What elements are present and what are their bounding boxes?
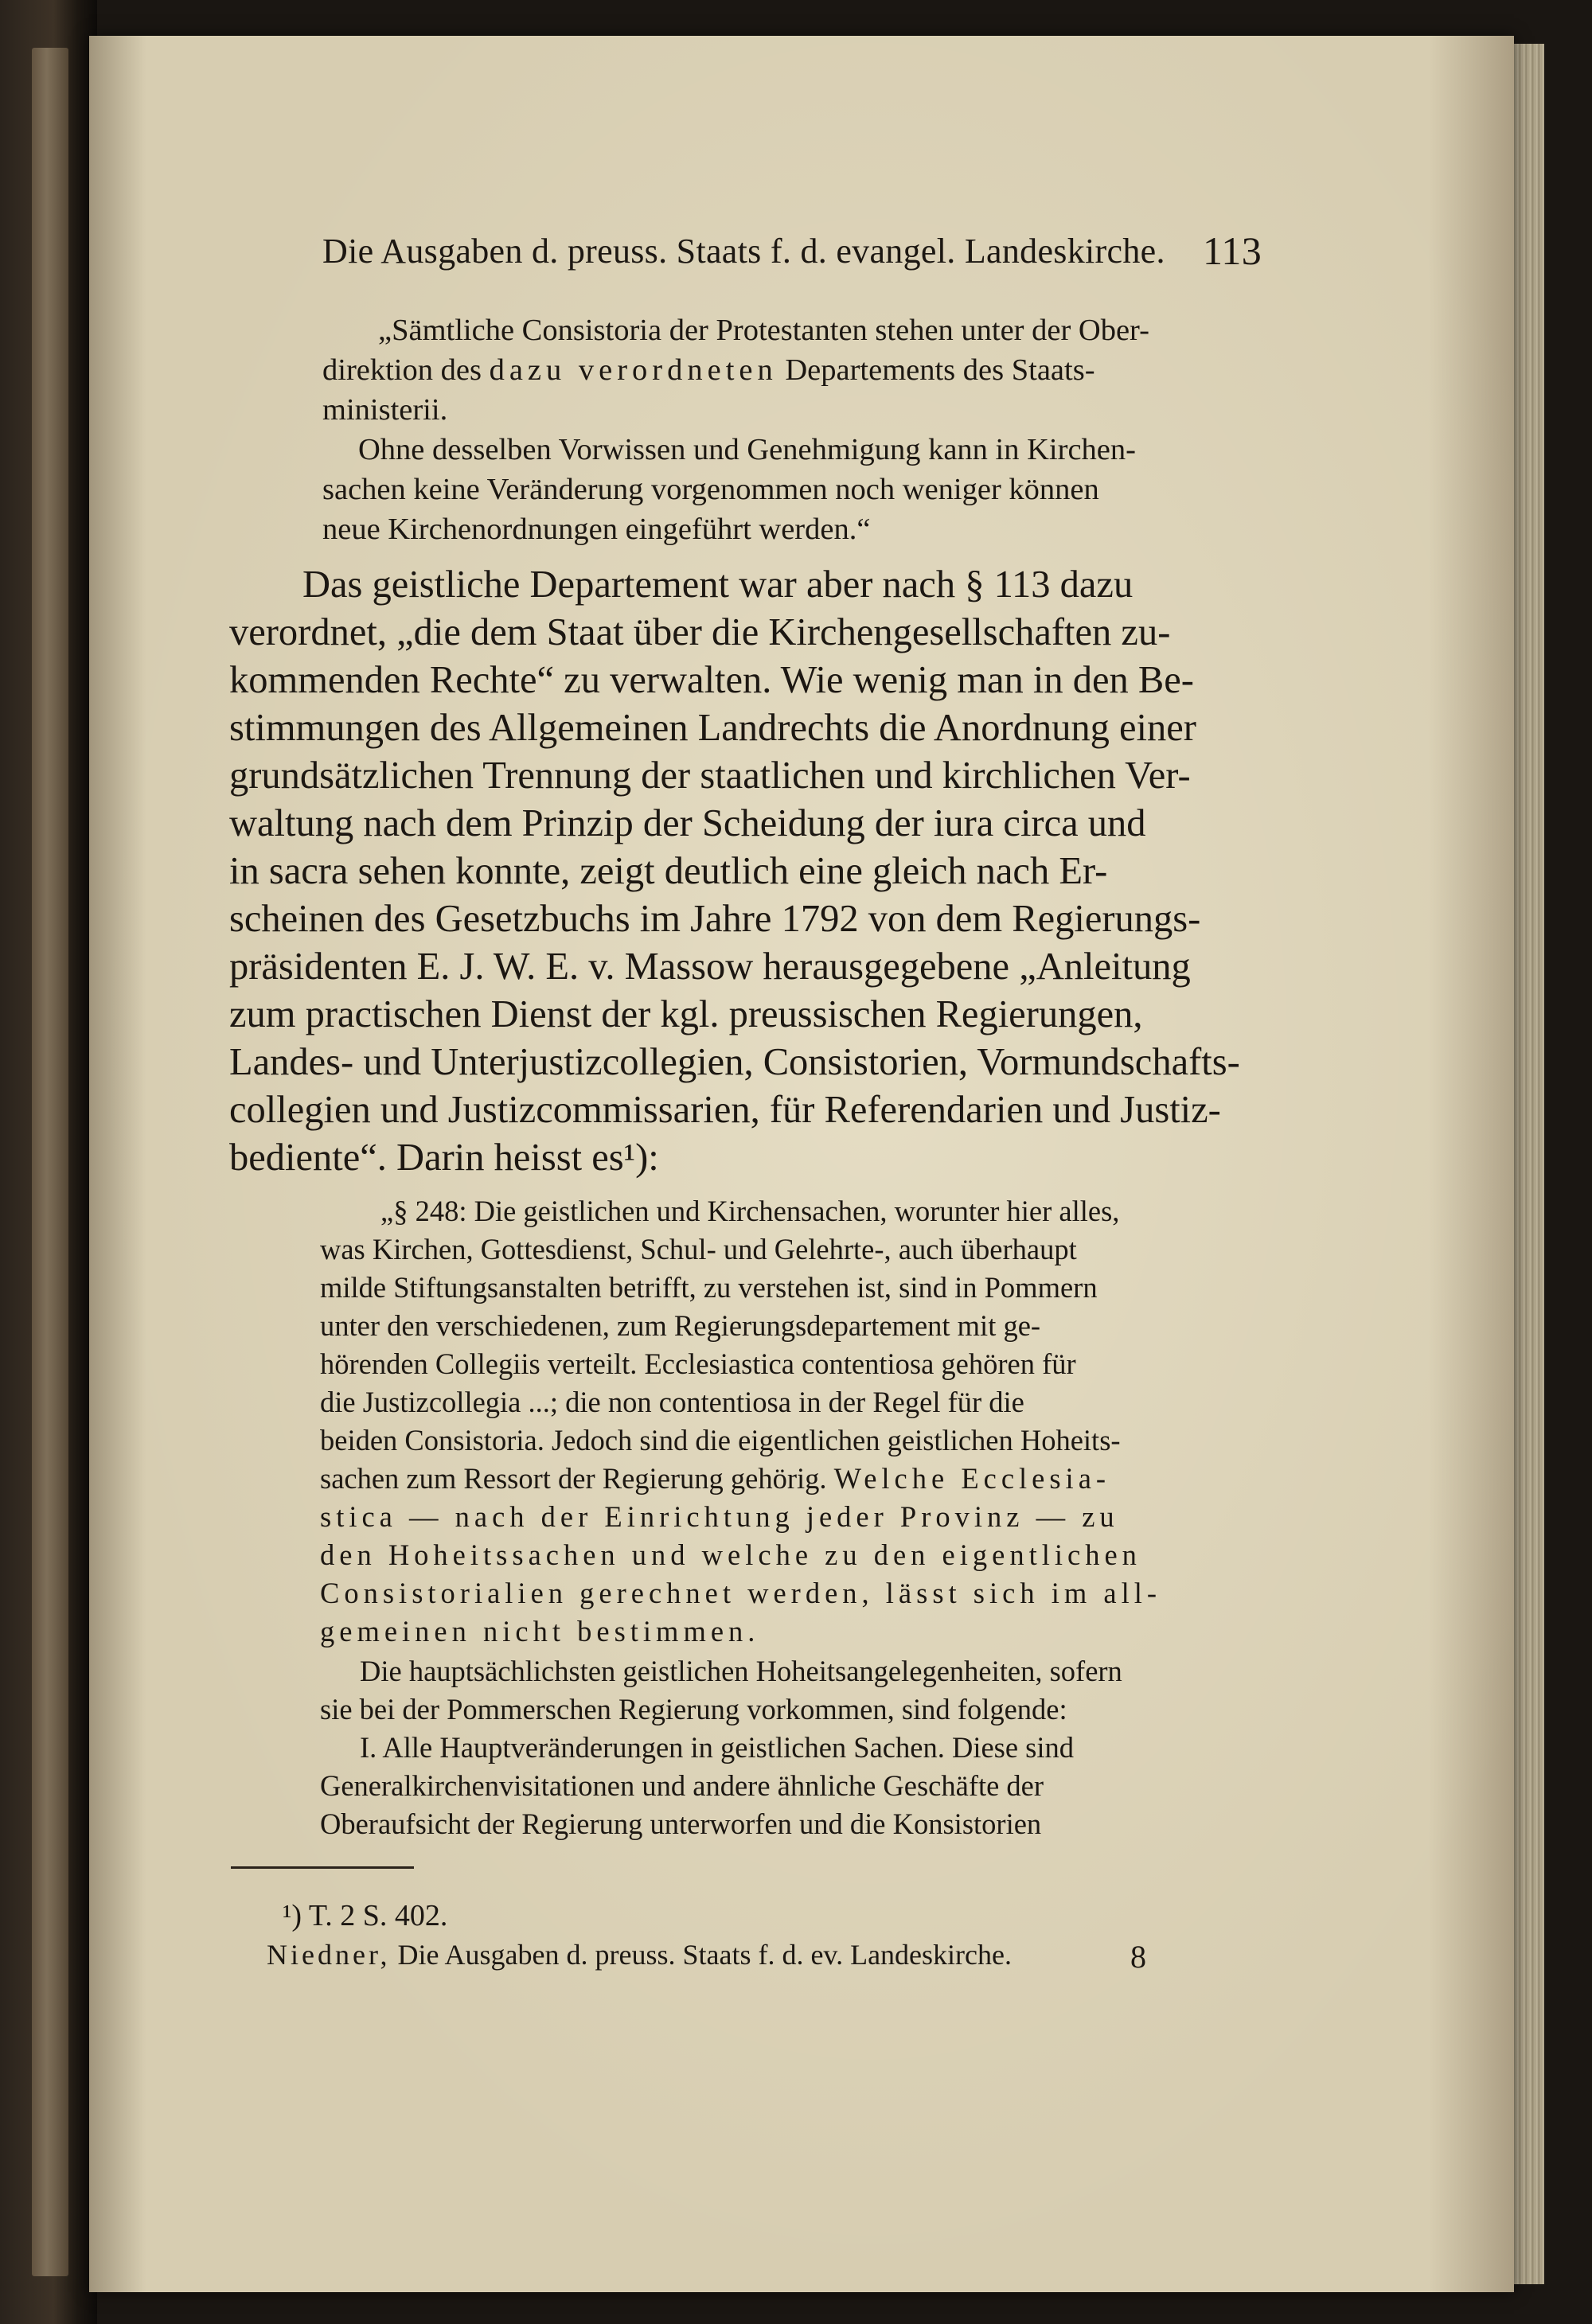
footnote <box>283 1898 447 1933</box>
text-line: Ohne desselben Vorwissen und Genehmigung kann in Kirchen- <box>358 433 1136 466</box>
sheet-number: 8 <box>1130 1939 1146 1975</box>
text-line: gemeinen nicht bestimmen. <box>320 1615 760 1647</box>
text-line: Das geistliche Departement war aber nach § 113 dazu <box>302 563 1134 606</box>
text-line: Oberaufsicht der Regierung unterworfen und die Konsistorien <box>320 1807 1042 1840</box>
signature-line <box>267 1938 1146 1975</box>
text-line: ministerii. <box>322 393 448 427</box>
text-line: grundsätzlichen Trennung der staatlichen und kirchlichen Ver- <box>229 755 1191 797</box>
text-line: in sacra sehen konnte, zeigt deutlich eine gleich nach Er- <box>229 850 1108 892</box>
text-line: kommenden Rechte“ zu verwalten. Wie wenig man in den Be- <box>229 659 1194 701</box>
text-line: direktion des dazu verordneten Departements des Staats- <box>322 353 1095 387</box>
text-line: neue Kirchenordnungen eingeführt werden.“ <box>322 513 871 546</box>
signature-title: Die Ausgaben d. preuss. Staats f. d. ev. Landeskirche. <box>397 1939 1012 1971</box>
running-title: Die Ausgaben d. preuss. Staats f. d. evangel. Landeskirche. <box>322 232 1165 271</box>
footnote-text: T. 2 S. 402. <box>308 1899 448 1932</box>
text-line: präsidenten E. J. W. E. v. Massow herausgegebene „Anleitung <box>229 946 1191 988</box>
text-line: Landes- und Unterjustizcollegien, Consistorien, Vormundschafts- <box>229 1041 1240 1083</box>
text-line: I. Alle Hauptveränderungen in geistlichen Sachen. Diese sind <box>360 1731 1075 1764</box>
text-line: „Sämtliche Consistoria der Protestanten stehen unter der Ober- <box>378 314 1149 347</box>
signature-author: Niedner, <box>267 1939 391 1971</box>
footnote-marker: ¹) <box>283 1899 302 1932</box>
page-number: 113 <box>1202 228 1262 273</box>
text-line: milde Stiftungsanstalten betrifft, zu verstehen ist, sind in Pommern <box>320 1271 1098 1304</box>
text-line: scheinen des Gesetzbuchs im Jahre 1792 von dem Regierungs- <box>229 898 1201 940</box>
text-line: stimmungen des Allgemeinen Landrechts die Anordnung einer <box>229 707 1196 749</box>
text-line: beiden Consistoria. Jedoch sind die eigentlichen geistlichen Hoheits- <box>320 1424 1121 1456</box>
text-line: Generalkirchenvisitationen und andere ähnliche Geschäfte der <box>320 1769 1044 1802</box>
text-line: sie bei der Pommerschen Regierung vorkommen, sind folgende: <box>320 1693 1067 1725</box>
text-line: unter den verschiedenen, zum Regierungsdepartement mit ge- <box>320 1309 1041 1342</box>
text-line: Consistorialien gerechnet werden, lässt sich im all- <box>320 1577 1162 1609</box>
text-line: zum practischen Dienst der kgl. preussischen Regierungen, <box>229 993 1143 1035</box>
text-line: Die hauptsächlichsten geistlichen Hoheitsangelegenheiten, sofern <box>360 1655 1122 1687</box>
text-line: den Hoheitssachen und welche zu den eigentlichen <box>320 1538 1141 1571</box>
text-line: bediente“. Darin heisst es¹): <box>229 1137 659 1179</box>
text-line: hörenden Collegiis verteilt. Ecclesiastica contentiosa gehören für <box>320 1347 1076 1380</box>
text-line: was Kirchen, Gottesdienst, Schul- und Gelehrte-, auch überhaupt <box>320 1233 1077 1265</box>
text-line: stica — nach der Einrichtung jeder Provinz — zu <box>320 1500 1119 1533</box>
running-header <box>322 228 1262 279</box>
footnote-divider <box>231 1866 414 1869</box>
text-line: sachen zum Ressort der Regierung gehörig. Welche Ecclesia- <box>320 1462 1111 1495</box>
text-line: verordnet, „die dem Staat über die Kirchengesellschaften zu- <box>229 611 1171 653</box>
text-line: collegien und Justizcommissarien, für Referendarien und Justiz- <box>229 1089 1221 1131</box>
text-line: „§ 248: Die geistlichen und Kirchensachen, worunter hier alles, <box>380 1195 1120 1227</box>
spine-edge <box>32 48 68 2276</box>
text-line: waltung nach dem Prinzip der Scheidung der iura circa und <box>229 802 1146 844</box>
text-line: sachen keine Veränderung vorgenommen noch weniger können <box>322 473 1099 506</box>
text-line: die Justizcollegia ...; die non contentiosa in der Regel für die <box>320 1386 1024 1418</box>
